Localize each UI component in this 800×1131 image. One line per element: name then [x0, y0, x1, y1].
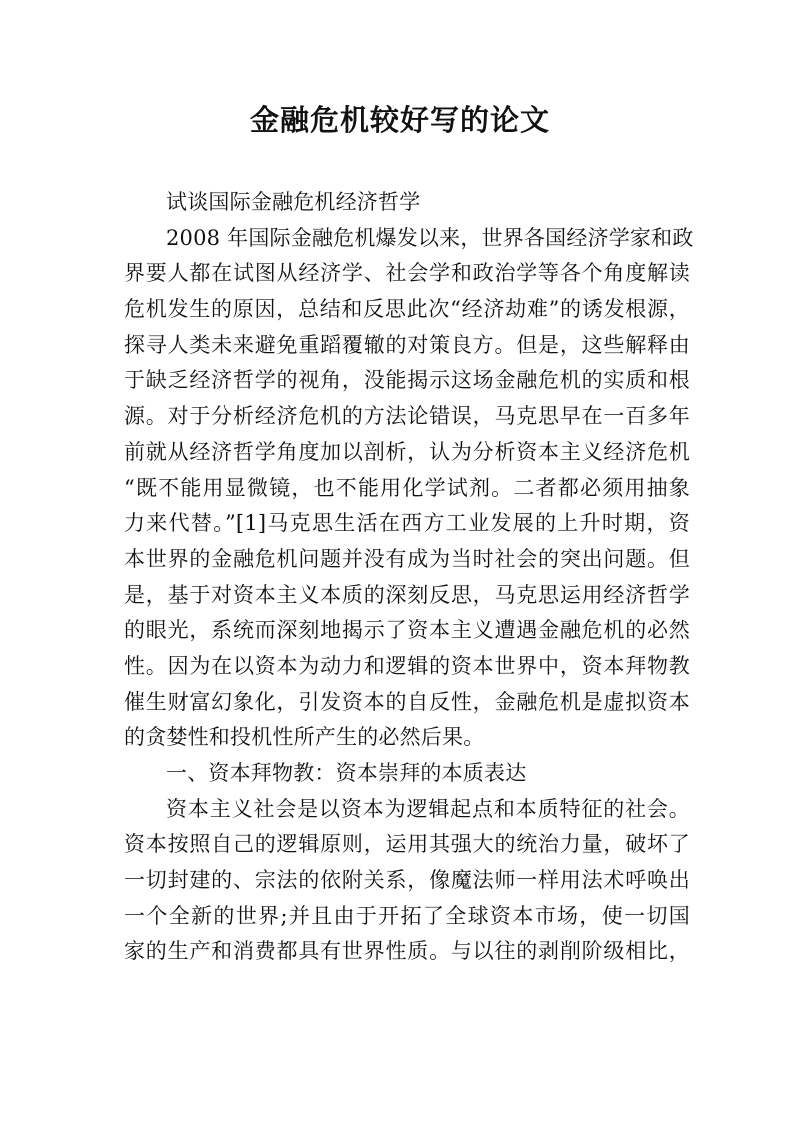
paragraph-line: 危机发生的原因，总结和反思此次“经济劫难”的诱发根源， — [124, 297, 690, 322]
paragraph-line: 家的生产和消费都具有世界性质。与以往的剥削阶级相比， — [124, 939, 690, 964]
paragraph-line: 力来代替。”[1]马克思生活在西方工业发展的上升时期，资 — [124, 511, 690, 536]
paragraph-line: 资本按照自己的逻辑原则，运用其强大的统治力量，破坏了 — [124, 832, 690, 857]
section-subtitle: 试谈国际金融危机经济哲学 — [166, 190, 421, 214]
paragraph-line: 催生财富幻象化，引发资本的自反性，金融危机是虚拟资本 — [124, 689, 690, 714]
section-heading: 一、资本拜物教：资本崇拜的本质表达 — [166, 761, 527, 785]
paragraph-line: 性。因为在以资本为动力和逻辑的资本世界中，资本拜物教 — [124, 653, 690, 678]
paragraph-line: 于缺乏经济哲学的视角，没能揭示这场金融危机的实质和根 — [124, 368, 690, 393]
paragraph-line: 2008 年国际金融危机爆发以来，世界各国经济学家和政 — [166, 225, 694, 250]
paragraph-line: 资本主义社会是以资本为逻辑起点和本质特征的社会。 — [166, 796, 690, 821]
paragraph-line: 的贪婪性和投机性所产生的必然后果。 — [124, 725, 485, 750]
document-title: 金融危机较好写的论文 — [249, 103, 550, 137]
paragraph-line: 源。对于分析经济危机的方法论错误，马克思早在一百多年 — [124, 404, 690, 429]
paragraph-line: 前就从经济哲学角度加以剖析，认为分析资本主义经济危机 — [124, 439, 690, 464]
paragraph-line: “既不能用显微镜，也不能用化学试剂。二者都必须用抽象 — [124, 475, 690, 500]
document-body — [124, 185, 694, 970]
paragraph-line: 本世界的金融危机问题并没有成为当时社会的突出问题。但 — [124, 546, 690, 571]
paragraph-line: 是，基于对资本主义本质的深刻反思，马克思运用经济哲学 — [124, 582, 690, 607]
paragraph-line: 一个全新的世界;并且由于开拓了全球资本市场，使一切国 — [124, 903, 690, 928]
paragraph-line: 一切封建的、宗法的依附关系，像魔法师一样用法术呼唤出 — [124, 868, 690, 893]
paragraph-line: 的眼光，系统而深刻地揭示了资本主义遭遇金融危机的必然 — [124, 618, 690, 643]
paragraph-line: 界要人都在试图从经济学、社会学和政治学等各个角度解读 — [124, 261, 690, 286]
paragraph-line: 探寻人类未来避免重蹈覆辙的对策良方。但是，这些解释由 — [124, 332, 690, 357]
